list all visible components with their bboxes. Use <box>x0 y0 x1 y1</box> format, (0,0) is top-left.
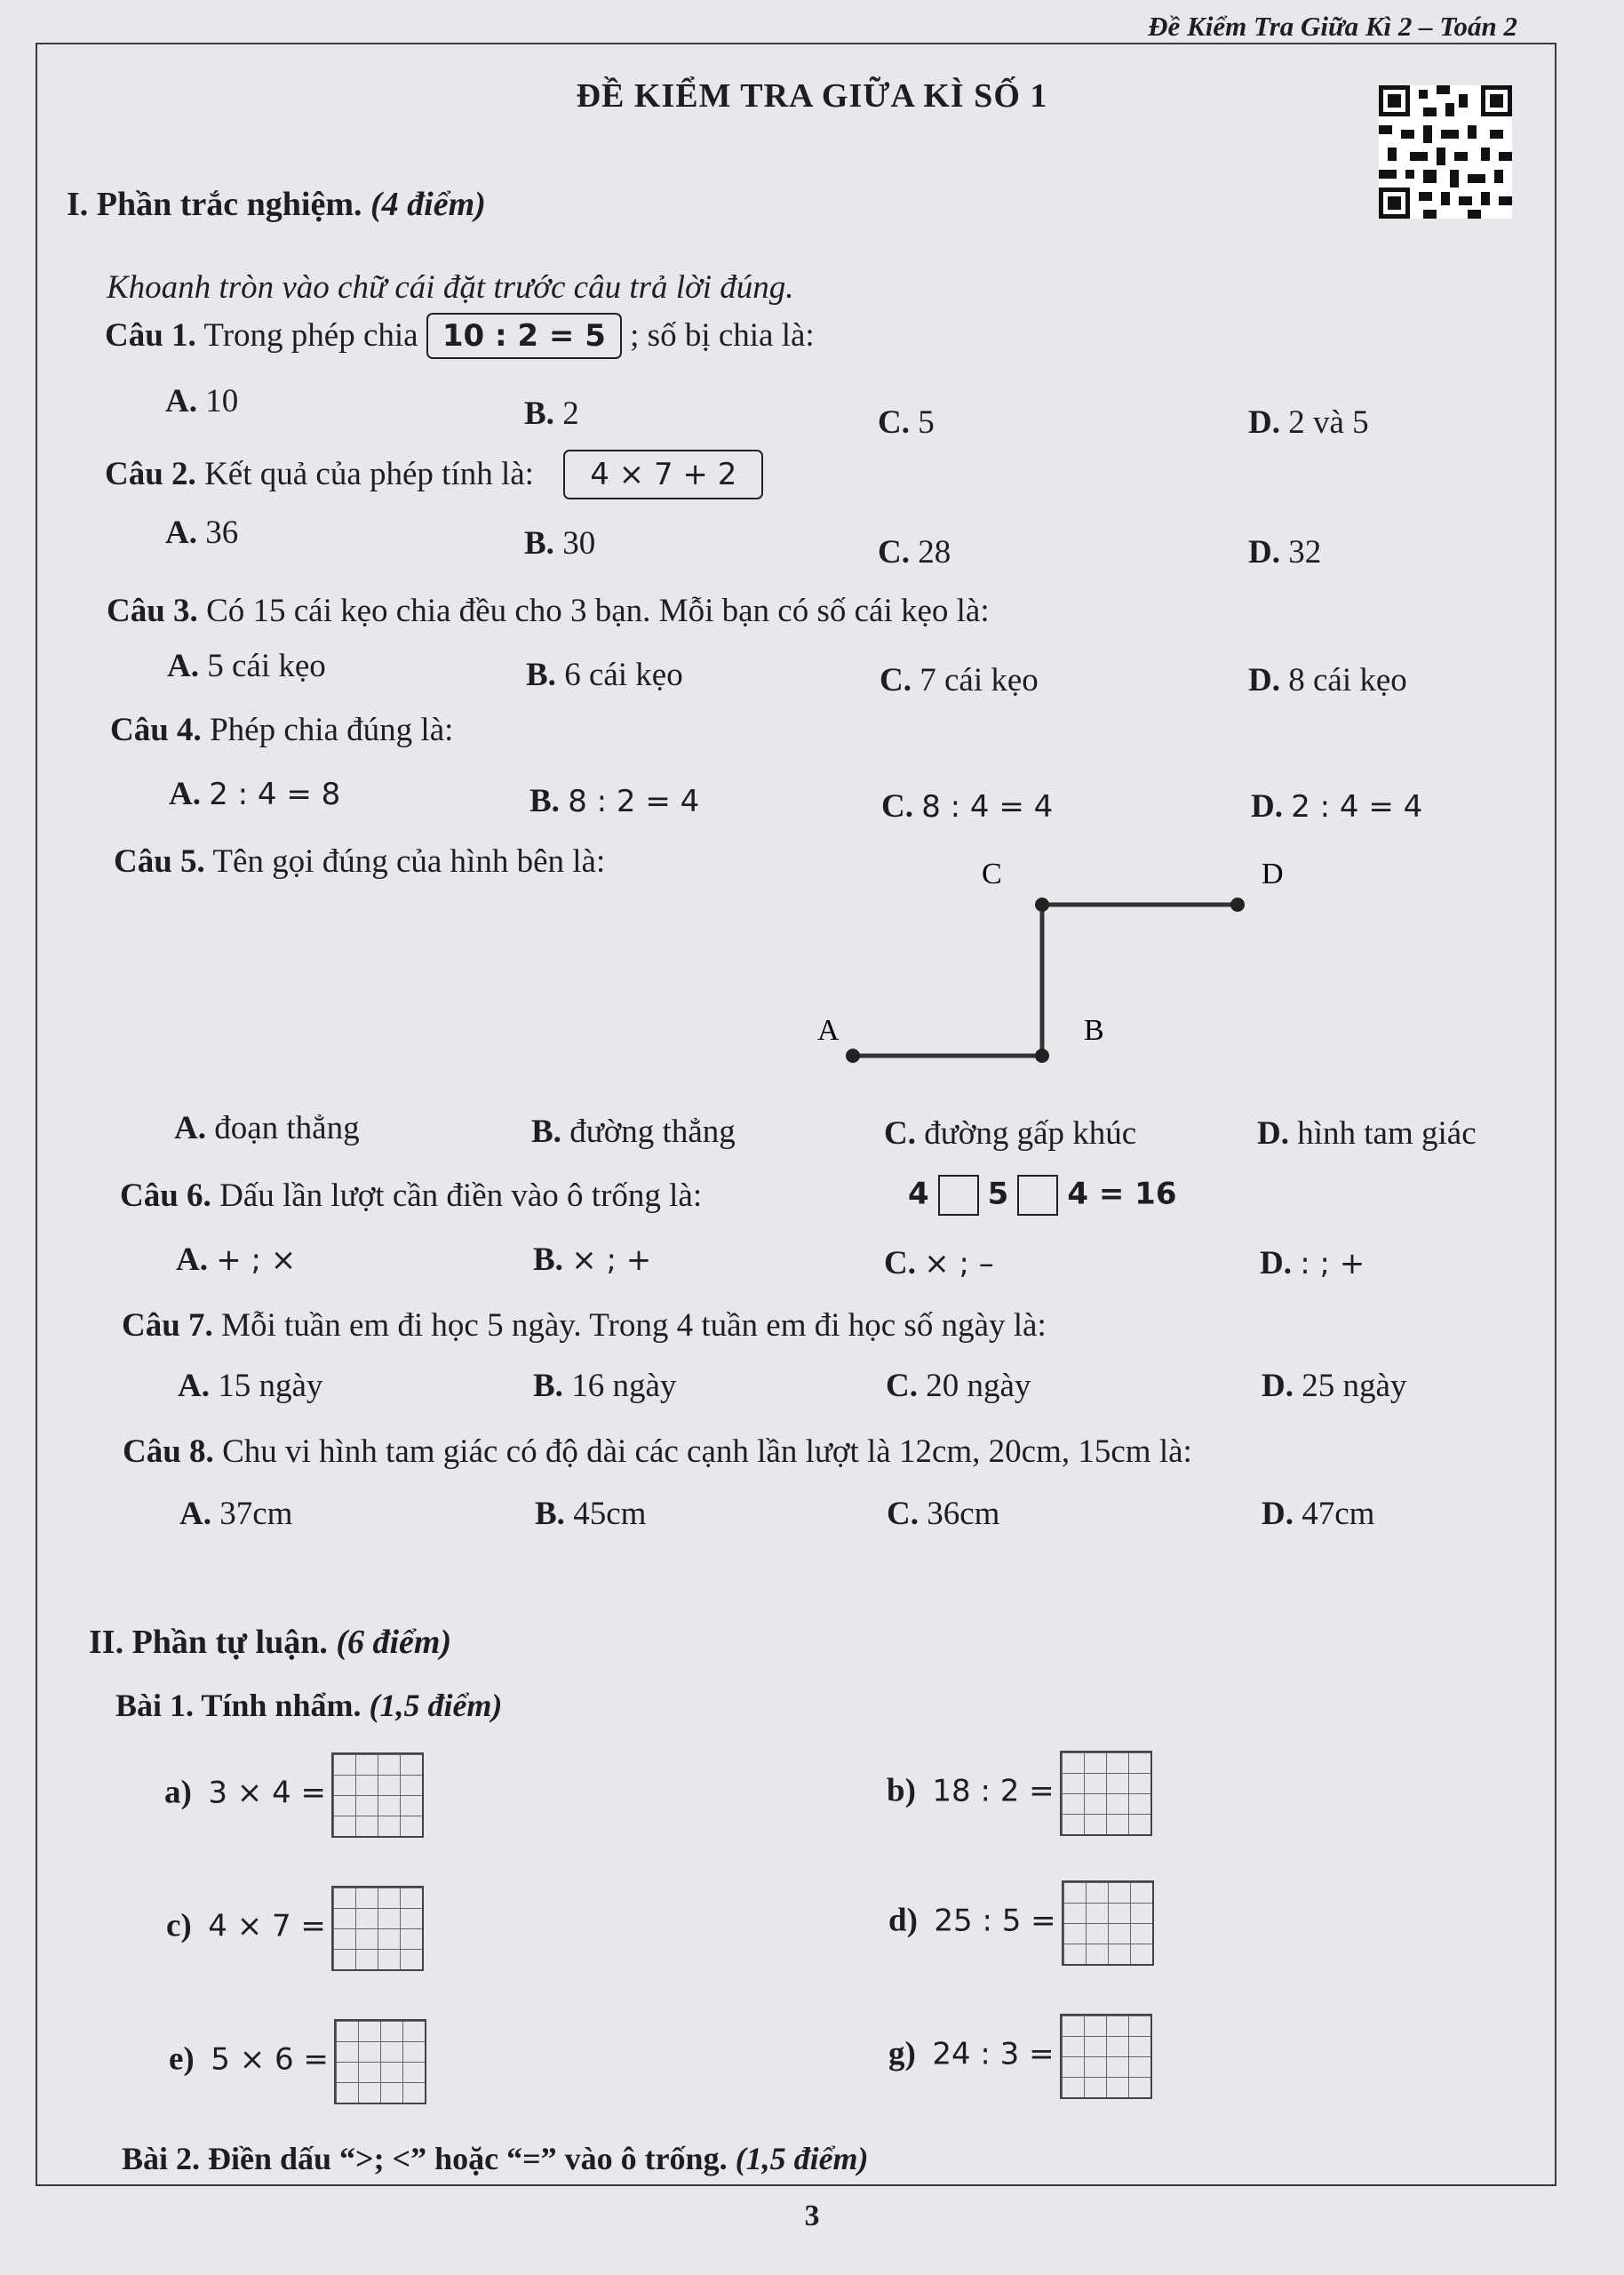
label-d: D <box>1262 858 1284 890</box>
q4-option-c[interactable]: C. 8 : 4 = 4 <box>881 788 1054 825</box>
q1-option-c[interactable]: C. 5 <box>878 404 935 441</box>
q1-option-b[interactable]: B. 2 <box>524 395 579 432</box>
bai1-item-e: e) 5 × 6 = <box>169 2019 426 2104</box>
running-header: Đề Kiểm Tra Giữa Kì 2 – Toán 2 <box>1148 11 1517 42</box>
q2-option-c[interactable]: C. 28 <box>878 534 951 571</box>
q6-option-d[interactable]: D. : ; + <box>1260 1245 1365 1281</box>
bai1-item-g: g) 24 : 3 = <box>888 2014 1152 2099</box>
label-a: A <box>817 1014 840 1047</box>
bai1-item-b: b) 18 : 2 = <box>887 1751 1152 1836</box>
q6-option-c[interactable]: C. × ; – <box>884 1245 994 1281</box>
q5-option-c[interactable]: C. đường gấp khúc <box>884 1115 1137 1152</box>
answer-grid-e[interactable] <box>334 2019 426 2104</box>
q7-option-c[interactable]: C. 20 ngày <box>886 1368 1031 1404</box>
part2-heading: II. Phần tự luận. (6 điểm) <box>89 1624 452 1661</box>
q1-option-a[interactable]: A. 10 <box>165 383 239 419</box>
point-a <box>846 1049 860 1063</box>
point-c <box>1035 898 1049 912</box>
q5-option-a[interactable]: A. đoạn thẳng <box>174 1110 360 1146</box>
bai1-item-c: c) 4 × 7 = <box>166 1886 424 1971</box>
q2-option-d[interactable]: D. 32 <box>1248 534 1322 571</box>
q6-option-b[interactable]: B. × ; + <box>533 1241 652 1278</box>
question-7: Câu 7. Mỗi tuần em đi học 5 ngày. Trong 4 tuần em đi học số ngày là: <box>122 1307 1047 1344</box>
q3-option-c[interactable]: C. 7 cái kẹo <box>880 662 1039 698</box>
q4-option-b[interactable]: B. 8 : 2 = 4 <box>529 783 700 819</box>
q6-expression: 4 5 4 = 16 <box>908 1175 1177 1216</box>
q3-option-d[interactable]: D. 8 cái kẹo <box>1248 662 1407 698</box>
q2-option-b[interactable]: B. 30 <box>524 525 596 562</box>
question-4: Câu 4. Phép chia đúng là: <box>110 712 454 748</box>
q6-blank-2[interactable] <box>1017 1175 1058 1216</box>
polyline-figure <box>782 858 1284 1075</box>
q6-blank-1[interactable] <box>938 1175 979 1216</box>
exam-title: ĐỀ KIỂM TRA GIỮA KÌ SỐ 1 <box>576 77 1048 115</box>
q8-option-b[interactable]: B. 45cm <box>535 1496 647 1532</box>
part1-instruction: Khoanh tròn vào chữ cái đặt trước câu trả lời đúng. <box>107 269 794 306</box>
answer-grid-g[interactable] <box>1060 2014 1152 2099</box>
question-1: Câu 1. Trong phép chia 10 : 2 = 5 ; số bị chia là: <box>105 313 815 359</box>
question-6: Câu 6. Dấu lần lượt cần điền vào ô trống là: <box>120 1177 703 1214</box>
question-8: Câu 8. Chu vi hình tam giác có độ dài các cạnh lần lượt là 12cm, 20cm, 15cm là: <box>123 1433 1192 1470</box>
q2-option-a[interactable]: A. 36 <box>165 515 239 551</box>
page-number: 3 <box>804 2199 820 2232</box>
q7-option-a[interactable]: A. 15 ngày <box>178 1368 323 1404</box>
answer-grid-a[interactable] <box>331 1752 424 1838</box>
bai1-item-d: d) 25 : 5 = <box>888 1880 1154 1966</box>
part1-heading: I. Phần trắc nghiệm. (4 điểm) <box>67 186 486 223</box>
q4-option-d[interactable]: D. 2 : 4 = 4 <box>1251 788 1423 825</box>
q5-option-d[interactable]: D. hình tam giác <box>1257 1115 1477 1152</box>
q4-option-a[interactable]: A. 2 : 4 = 8 <box>169 776 341 812</box>
question-2: Câu 2. Kết quả của phép tính là: 4 × 7 + 2 <box>105 450 763 499</box>
q7-option-b[interactable]: B. 16 ngày <box>533 1368 677 1404</box>
q2-expression-box: 4 × 7 + 2 <box>563 450 763 499</box>
q8-option-c[interactable]: C. 36cm <box>887 1496 1000 1532</box>
point-b <box>1035 1049 1049 1063</box>
q1-option-d[interactable]: D. 2 và 5 <box>1248 404 1369 441</box>
answer-grid-b[interactable] <box>1060 1751 1152 1836</box>
q6-option-a[interactable]: A. + ; × <box>176 1241 297 1278</box>
bai2-heading: Bài 2. Điền dấu “>; <” hoặc “=” vào ô trống. (1,5 điểm) <box>122 2141 869 2176</box>
q1-division-box: 10 : 2 = 5 <box>426 313 622 359</box>
label-b: B <box>1084 1014 1104 1047</box>
q8-option-a[interactable]: A. 37cm <box>179 1496 293 1532</box>
label-c: C <box>982 858 1002 890</box>
answer-grid-c[interactable] <box>331 1886 424 1971</box>
point-d <box>1230 898 1245 912</box>
bai1-item-a: a) 3 × 4 = <box>164 1752 424 1838</box>
q3-option-b[interactable]: B. 6 cái kẹo <box>526 657 683 693</box>
question-3: Câu 3. Có 15 cái kẹo chia đều cho 3 bạn. Mỗi bạn có số cái kẹo là: <box>107 593 990 629</box>
q5-option-b[interactable]: B. đường thẳng <box>531 1114 736 1150</box>
question-5: Câu 5. Tên gọi đúng của hình bên là: <box>114 843 606 880</box>
q3-option-a[interactable]: A. 5 cái kẹo <box>167 648 326 684</box>
answer-grid-d[interactable] <box>1062 1880 1154 1966</box>
q7-option-d[interactable]: D. 25 ngày <box>1262 1368 1407 1404</box>
bai1-heading: Bài 1. Tính nhẩm. (1,5 điểm) <box>115 1688 503 1723</box>
q8-option-d[interactable]: D. 47cm <box>1262 1496 1375 1532</box>
qr-code-icon <box>1379 85 1512 219</box>
